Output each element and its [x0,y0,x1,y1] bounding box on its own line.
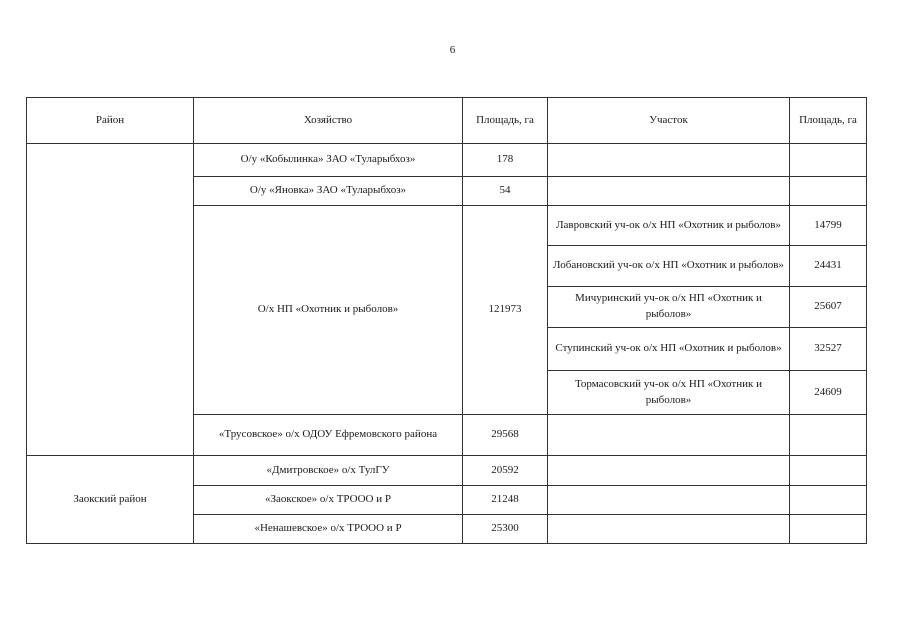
farm-cell: О/у «Кобылинка» ЗАО «Туларыбхоз» [194,144,463,177]
header-plot: Участок [548,98,790,144]
plot-cell: Ступинский уч-ок о/х НП «Охотник и рыболов» [548,328,790,371]
plot-area-cell [790,144,867,177]
table-row [27,456,867,486]
header-area: Площадь, га [463,98,548,144]
plot-area-cell: 24609 [790,371,867,415]
plot-area-cell [790,515,867,544]
area-cell: 54 [463,177,548,206]
plot-area-cell: 24431 [790,246,867,287]
hunting-grounds-table [26,97,867,544]
farm-cell: «Ненашевское» о/х ТРООО и Р [194,515,463,544]
table-row [27,144,867,177]
page-number: 6 [449,44,456,56]
area-cell: 20592 [463,456,548,486]
plot-cell [548,415,790,456]
plot-cell [548,456,790,486]
header-plot-area: Площадь, га [790,98,867,144]
plot-area-cell: 25607 [790,287,867,328]
header-farm: Хозяйство [194,98,463,144]
plot-area-cell [790,456,867,486]
header-district: Район [27,98,194,144]
area-cell: 121973 [463,206,548,415]
plot-area-cell [790,177,867,206]
area-cell: 21248 [463,486,548,515]
plot-cell: Лавровский уч-ок о/х НП «Охотник и рыболов» [548,206,790,246]
district-cell: Заокский район [27,456,194,544]
plot-cell [548,515,790,544]
plot-cell: Лобановский уч-ок о/х НП «Охотник и рыболов» [548,246,790,287]
farm-cell: О/х НП «Охотник и рыболов» [194,206,463,415]
plot-cell: Мичуринский уч-ок о/х НП «Охотник и рыболов» [548,287,790,328]
plot-cell [548,144,790,177]
district-cell-empty [27,144,194,456]
farm-cell: О/у «Яновка» ЗАО «Туларыбхоз» [194,177,463,206]
plot-area-cell [790,415,867,456]
area-cell: 178 [463,144,548,177]
table-header-row [27,98,867,144]
plot-cell: Тормасовский уч-ок о/х НП «Охотник и рыболов» [548,371,790,415]
farm-cell: «Трусовское» о/х ОДОУ Ефремовского района [194,415,463,456]
plot-cell [548,486,790,515]
area-cell: 25300 [463,515,548,544]
plot-area-cell [790,486,867,515]
farm-cell: «Заокское» о/х ТРООО и Р [194,486,463,515]
farm-cell: «Дмитровское» о/х ТулГУ [194,456,463,486]
plot-area-cell: 32527 [790,328,867,371]
plot-cell [548,177,790,206]
plot-area-cell: 14799 [790,206,867,246]
area-cell: 29568 [463,415,548,456]
